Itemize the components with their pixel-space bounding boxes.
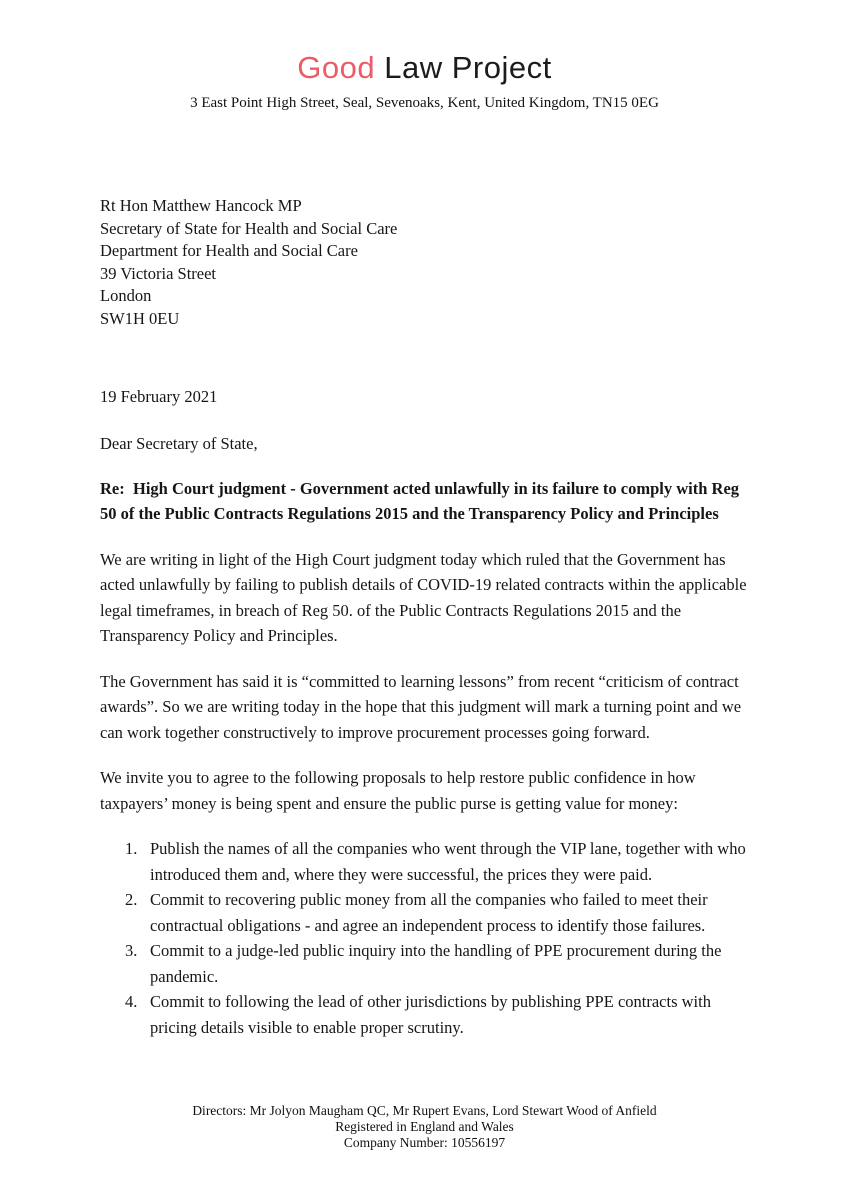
recipient-line: Rt Hon Matthew Hancock MP xyxy=(100,196,302,215)
list-item-text: Commit to recovering public money from all the companies who failed to meet their contractual obligations - and agree an independent process to identify those failures. xyxy=(150,890,708,935)
list-item-text: Commit to following the lead of other jurisdictions by publishing PPE contracts with pricing details visible to enable proper scrutiny. xyxy=(150,992,711,1037)
list-item-number: 1. xyxy=(125,839,138,859)
org-logo-rest: Law Project xyxy=(375,50,552,85)
salutation: Dear Secretary of State, xyxy=(100,433,258,453)
list-item xyxy=(100,836,750,887)
paragraph: We invite you to agree to the following proposals to help restore public confidence in how taxpayers’ money is being spent and ensure the public purse is getting value for money: xyxy=(100,768,696,813)
letter-body xyxy=(0,195,849,1040)
list-item xyxy=(100,887,750,938)
subject-line: Re: High Court judgment - Government acted unlawfully in its failure to comply with Reg 50 of the Public Contracts Regulations 2015 and the Transparency Policy and Principles xyxy=(100,478,744,524)
footer-registered-line: Registered in England and Wales xyxy=(335,1119,514,1134)
list-item-text: Publish the names of all the companies who went through the VIP lane, together with who introduced them and, where they were successful, the prices they were paid. xyxy=(150,839,746,884)
recipient-line: Secretary of State for Health and Social Care xyxy=(100,218,398,238)
recipient-address-block xyxy=(100,195,750,331)
proposal-list xyxy=(100,836,750,1040)
registration-footer xyxy=(0,1103,849,1151)
recipient-line: SW1H 0EU xyxy=(100,308,180,328)
footer-company-number-line: Company Number: 10556197 xyxy=(343,1135,506,1150)
list-item-number: 4. xyxy=(125,992,138,1012)
paragraph: We are writing in light of the High Court judgment today which ruled that the Government has acted unlawfully by failing to publish details of COVID-19 related contracts within the applicable legal timeframes, in breach of Reg 50. of the Public Contracts Regulations 2015 and the Transparency Policy and Principles. xyxy=(100,549,747,646)
list-item xyxy=(100,938,750,989)
letterhead-address: 3 East Point High Street, Seal, Sevenoaks, Kent, United Kingdom, TN15 0EG xyxy=(190,95,659,111)
letter-date: 19 February 2021 xyxy=(100,386,218,406)
paragraph: The Government has said it is “committed to learning lessons” from recent “criticism of contract awards”. So we are writing today in the hope that this judgment will mark a turning point and we can work together constructively to improve procurement processes going forward. xyxy=(100,671,742,742)
org-logo-accent: Good xyxy=(297,50,376,85)
list-item-number: 3. xyxy=(125,941,138,961)
footer-directors-line: Directors: Mr Jolyon Maugham QC, Mr Rupert Evans, Lord Stewart Wood of Anfield xyxy=(192,1103,657,1118)
list-item-number: 2. xyxy=(125,890,138,910)
letterhead xyxy=(0,0,849,113)
org-logo xyxy=(0,48,849,88)
recipient-line: Department for Health and Social Care xyxy=(100,241,358,261)
list-item xyxy=(100,989,750,1040)
list-item-text: Commit to a judge-led public inquiry into the handling of PPE procurement during the pandemic. xyxy=(150,941,722,986)
recipient-line: London xyxy=(100,286,152,306)
recipient-line: 39 Victoria Street xyxy=(100,263,217,283)
